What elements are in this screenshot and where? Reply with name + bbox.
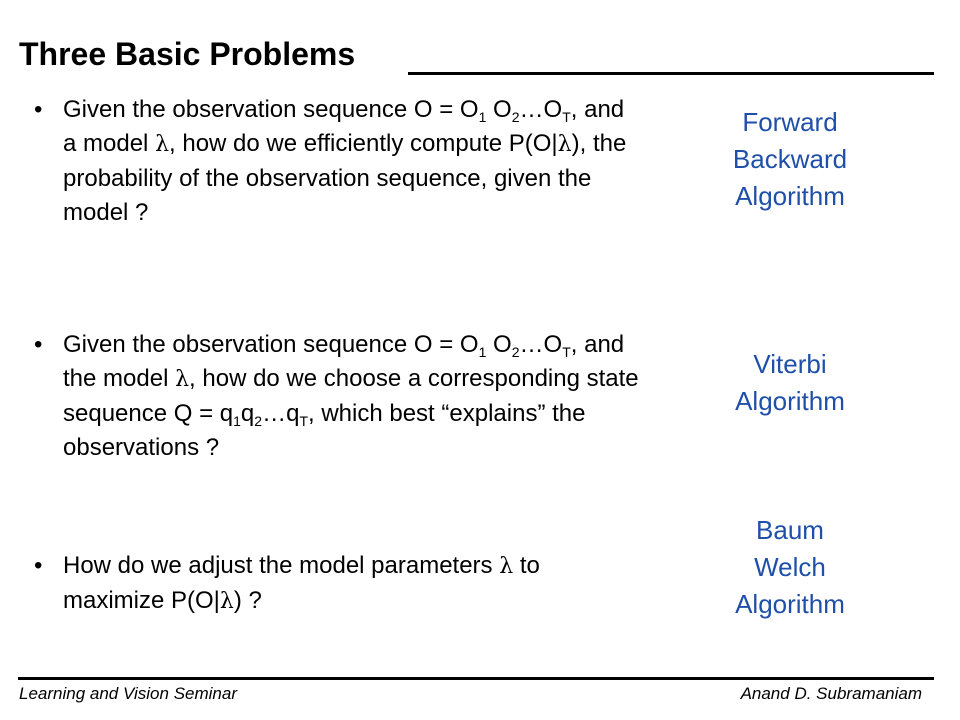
problem-1 [34,93,644,230]
lambda-symbol: λ [219,589,234,614]
problem-3 [34,549,644,619]
problem-2 [34,328,644,465]
problem-1-part: , and a model [63,96,625,157]
lambda-symbol: λ [155,132,170,157]
forward-backward-label [670,104,910,215]
algorithm-line: Algorithm [735,589,845,619]
subscript: 2 [511,109,520,125]
problem-1-part: ), the probability of the observation sequence, given the model ? [63,130,627,226]
bullet-dot: • [34,331,43,358]
problem-3-text [63,549,644,619]
algorithm-line: Backward [732,144,848,174]
problem-2-part: , which best “explains” the observations ? [63,400,586,461]
lambda-symbol: λ [499,554,514,579]
subscript: T [299,413,308,429]
bullet-dot: • [34,96,43,123]
subscript: 2 [254,413,263,429]
subscript: T [562,344,571,360]
algorithm-line: Forward [742,107,838,137]
algorithm-line: Viterbi [753,349,827,379]
problem-2-part: O [486,331,512,358]
viterbi-label [670,346,910,420]
subscript: 1 [478,344,487,360]
footer-seminar: Learning and Vision Seminar [19,684,237,703]
problem-2-part: Given the observation sequence O = O [63,331,479,358]
footer-divider [18,677,934,680]
subscript: 2 [511,344,520,360]
algorithm-line: Baum [756,515,824,545]
problem-1-part: …O [519,96,563,123]
problem-1-part: , how do we efficiently compute P(O| [169,130,558,157]
slide-title: Three Basic Problems [19,36,356,72]
title-underline [408,72,934,75]
lambda-symbol: λ [557,132,572,157]
subscript: 1 [478,109,487,125]
algorithm-line: Welch [754,552,826,582]
algorithm-line: Algorithm [735,386,845,416]
problem-2-part: …q [262,400,300,427]
problem-2-part: , and the model [63,331,625,392]
bullet-dot: • [34,552,43,579]
subscript: 1 [233,413,241,429]
problem-1-part: Given the observation sequence O = O [63,96,479,123]
problem-2-part: …O [519,331,563,358]
problem-2-part: , how do we choose a corresponding state sequence Q = q [63,365,639,427]
baum-welch-label [670,512,910,623]
algorithm-line: Algorithm [735,181,845,211]
subscript: T [562,109,571,125]
problem-1-text [63,93,644,230]
problem-2-text [63,328,644,465]
problem-3-part: ) ? [233,587,262,614]
lambda-symbol: λ [175,367,190,392]
problem-1-part: O [486,96,512,123]
footer-author: Anand D. Subramaniam [740,684,922,703]
problem-2-part: q [240,400,255,427]
problem-3-part: to maximize P(O| [63,552,540,614]
problem-3-part: How do we adjust the model parameters [63,552,500,579]
